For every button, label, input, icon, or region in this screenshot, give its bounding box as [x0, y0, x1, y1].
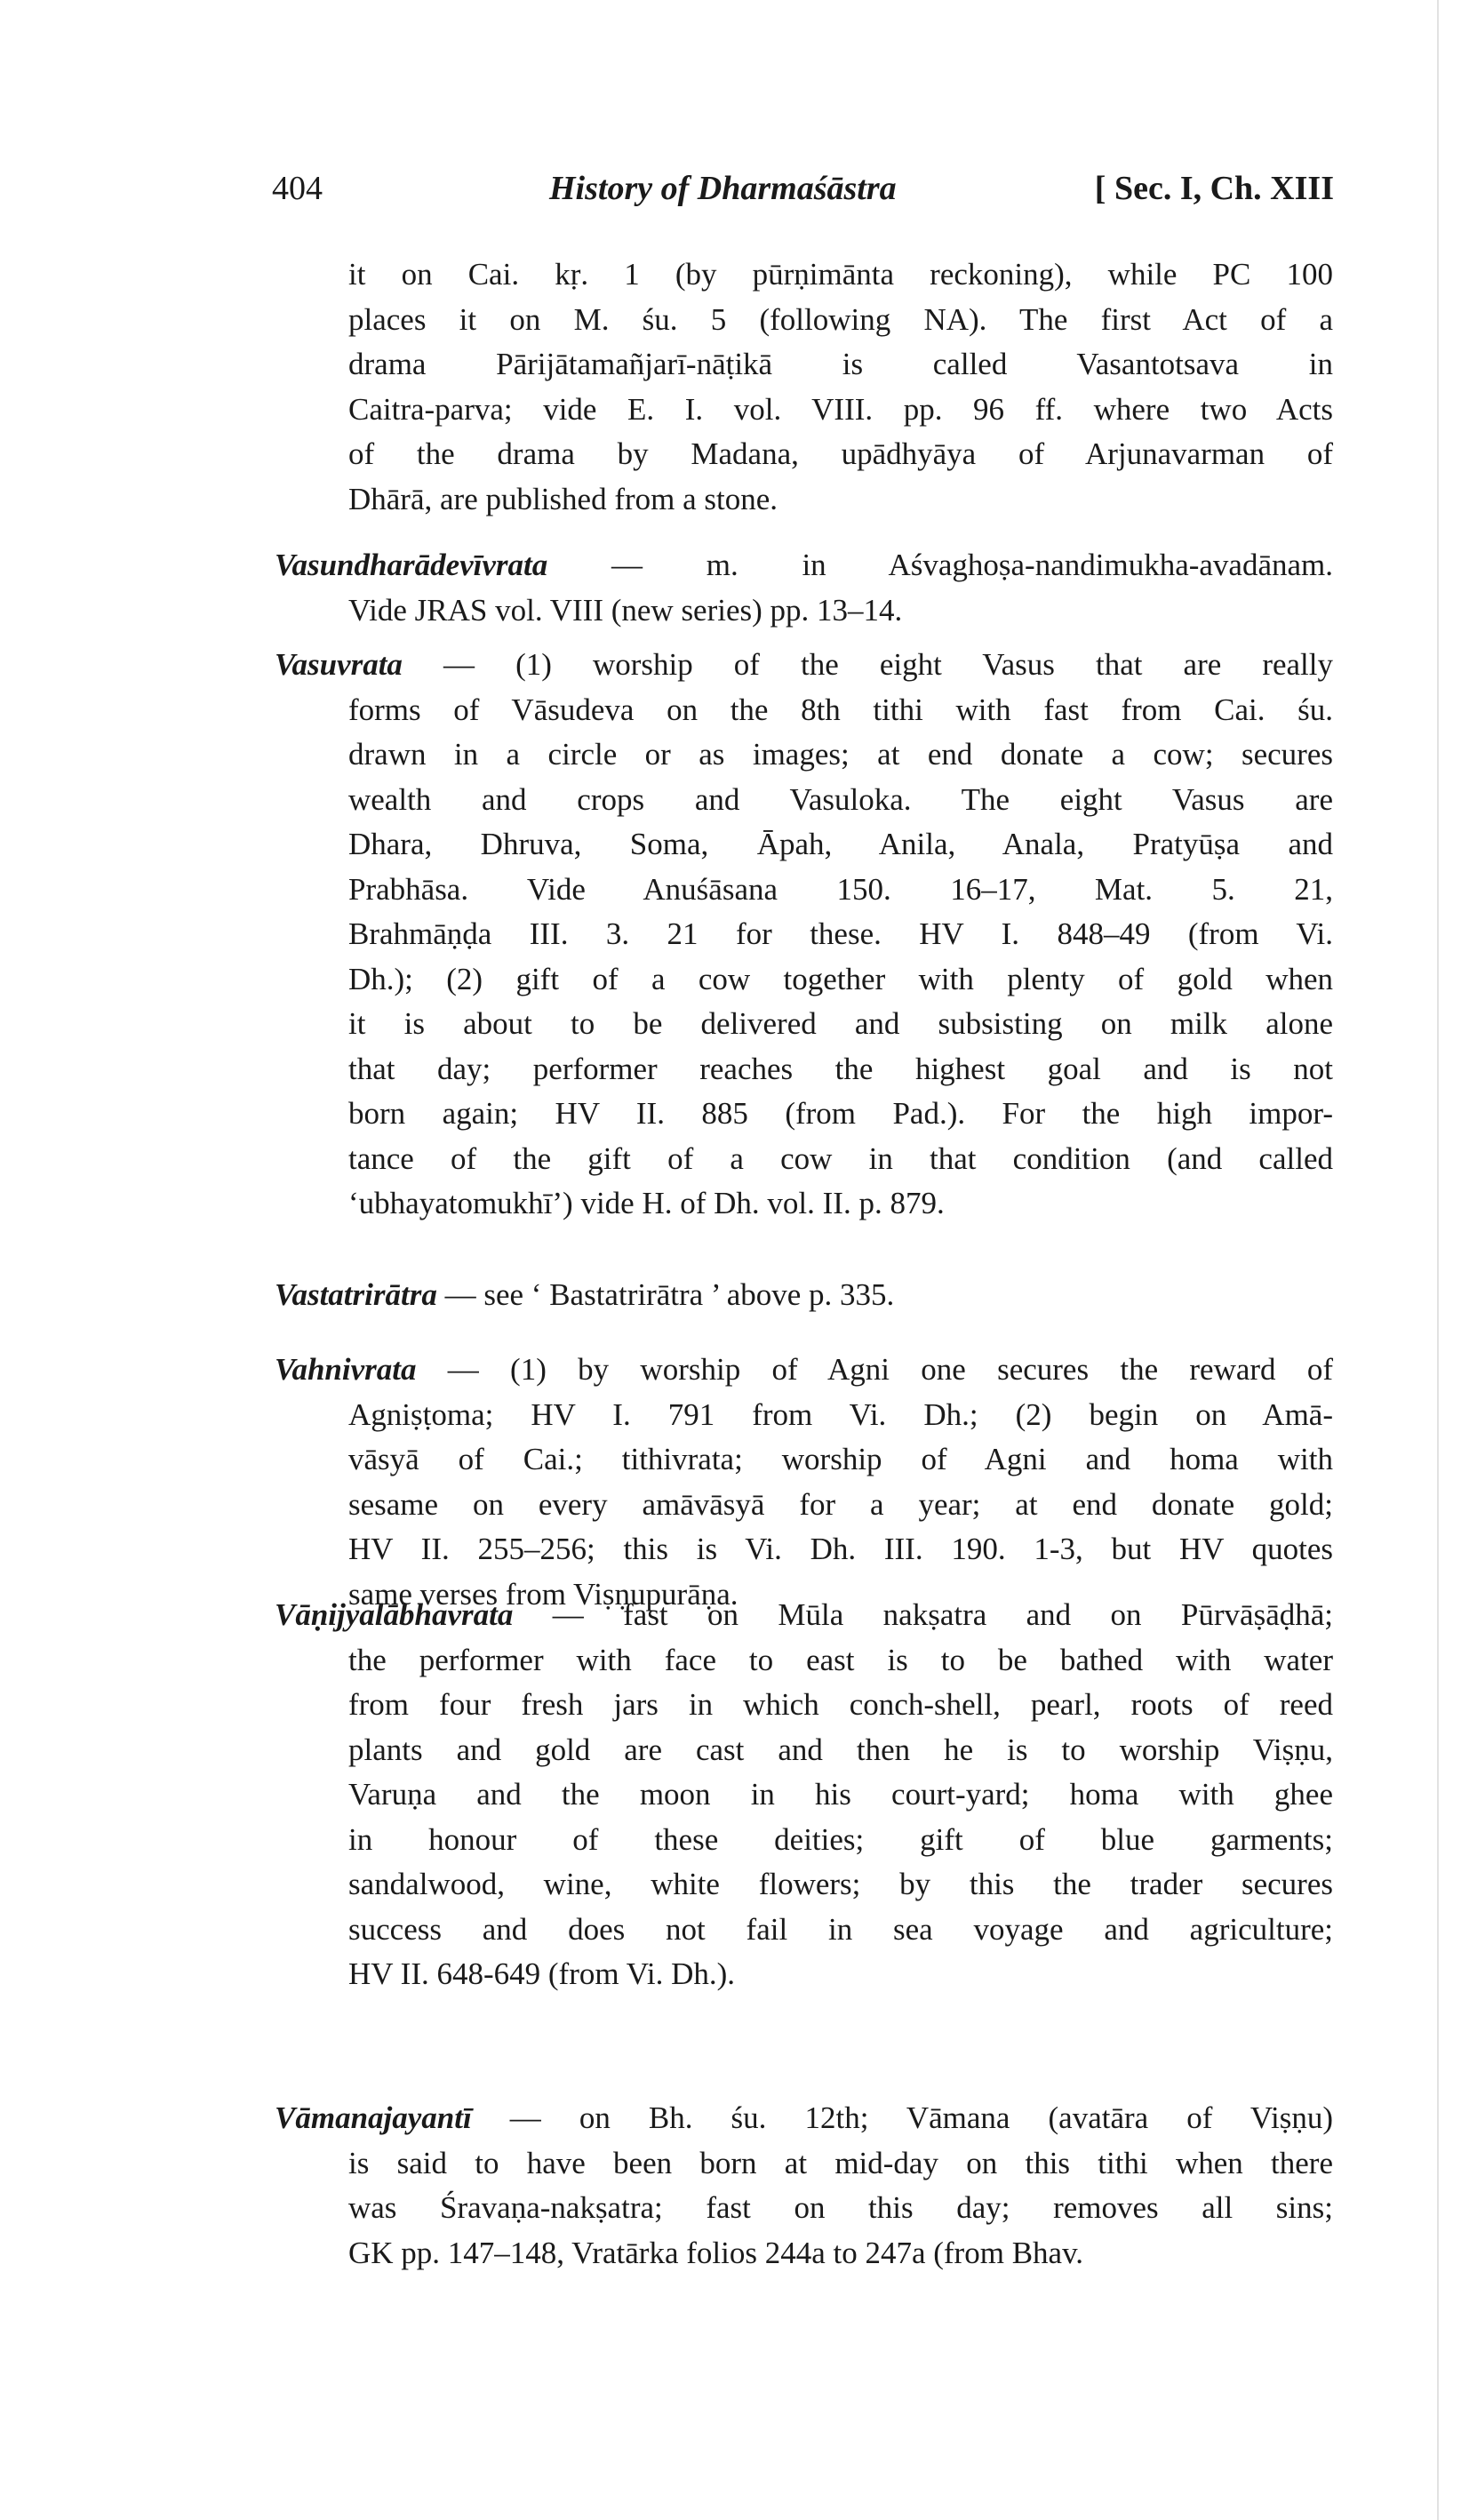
line-text: it on Cai. kṛ. 1 (by pūrṇimānta reckoning), while PC 100 — [348, 257, 1333, 292]
text-line — [275, 732, 1333, 778]
text-line — [275, 432, 1333, 477]
text-line — [275, 1393, 1333, 1438]
line-text: tance of the gift of a cow in that condition (and called — [348, 1140, 1333, 1176]
text-line — [275, 643, 1333, 688]
text-line — [275, 957, 1333, 1003]
dictionary-entry — [275, 543, 1333, 633]
line-text: — see ‘ Bastatrirātra ’ above p. 335. — [436, 1277, 895, 1312]
text-line — [275, 1137, 1333, 1182]
line-text: same verses from Viṣṇupurāṇa. — [348, 1576, 738, 1612]
text-line — [275, 912, 1333, 957]
text-line — [275, 252, 1333, 298]
line-text: — fast on Mūla nakṣatra and on Pūrvāṣāḍhā; — [513, 1597, 1333, 1632]
line-text: GK pp. 147–148, Vratārka folios 244a to 247a (from Bhav. — [348, 2235, 1084, 2270]
entry-headword: Vasundharādevīvrata — [275, 548, 548, 582]
text-line — [275, 778, 1333, 823]
text-line — [275, 1772, 1333, 1818]
line-text: born again; HV II. 885 (from Pad.). For the high impor- — [348, 1096, 1333, 1131]
running-title: History of Dharmaśāstra — [549, 170, 897, 207]
line-text: HV II. 255–256; this is Vi. Dh. III. 190. 1-3, but HV quotes — [348, 1532, 1333, 1566]
text-line — [275, 1527, 1333, 1572]
line-text: — (1) by worship of Agni one secures the reward of — [416, 1352, 1333, 1387]
line-text: wealth and crops and Vasuloka. The eight Vasus are — [348, 781, 1333, 817]
line-text: drama Pārijātamañjarī-nāṭikā is called Vasantotsava in — [348, 347, 1333, 381]
text-line — [275, 1092, 1333, 1137]
dictionary-entry — [275, 643, 1333, 1227]
line-text: from four fresh jars in which conch-shell, pearl, roots of reed — [348, 1687, 1333, 1722]
entry-headword: Vāṇijyalābhavrata — [275, 1597, 514, 1632]
text-line — [275, 298, 1333, 343]
line-text: — (1) worship of the eight Vasus that are really — [402, 647, 1333, 682]
text-line — [275, 2141, 1333, 2187]
text-line — [275, 1348, 1333, 1393]
text-line — [275, 1002, 1333, 1047]
text-line — [275, 2186, 1333, 2231]
line-text: was Śravaṇa-nakṣatra; fast on this day; removes all sins; — [348, 2190, 1333, 2225]
line-text: ‘ubhayatomukhī’) vide H. of Dh. vol. II. p. 879. — [348, 1186, 945, 1220]
dictionary-entry — [275, 2096, 1333, 2276]
line-text: plants and gold are cast and then he is to worship Viṣṇu, — [348, 1732, 1333, 1767]
line-text: the performer with face to east is to be bathed with water — [348, 1642, 1333, 1677]
entry-headword: Vāmanajayantī — [275, 2100, 472, 2135]
line-text: in honour of these deities; gift of blue garments; — [348, 1821, 1333, 1857]
text-line — [275, 822, 1333, 868]
line-text: Agniṣṭoma; HV I. 791 from Vi. Dh.; (2) begin on Amā- — [348, 1396, 1333, 1432]
line-text: drawn in a circle or as images; at end donate a cow; secures — [348, 737, 1333, 772]
line-text: that day; performer reaches the highest goal and is not — [348, 1051, 1333, 1086]
page-number: 404 — [272, 170, 323, 207]
line-text: Dh.); (2) gift of a cow together with plenty of gold when — [348, 961, 1333, 996]
text-line — [275, 1593, 1333, 1638]
text-line — [275, 1952, 1333, 1997]
text-line — [275, 1483, 1333, 1528]
line-text: places it on M. śu. 5 (following NA). The first Act of a — [348, 301, 1333, 337]
text-line — [275, 342, 1333, 388]
line-text: success and does not fail in sea voyage and agriculture; — [348, 1911, 1333, 1947]
line-text: Varuṇa and the moon in his court-yard; homa with ghee — [348, 1777, 1333, 1812]
dictionary-entry — [275, 1348, 1333, 1617]
continued-paragraph — [275, 252, 1333, 522]
dictionary-entry — [275, 1273, 1333, 1318]
line-text: Prabhāsa. Vide Anuśāsana 150. 16–17, Mat. 5. 21, — [348, 871, 1333, 907]
dictionary-entry — [275, 1593, 1333, 1997]
line-text: — m. in Aśvaghoṣa-nandimukha-avadānam. — [547, 548, 1333, 582]
page-edge-line — [1437, 0, 1439, 2520]
entry-headword: Vastatrirātra — [275, 1277, 437, 1312]
entry-headword: Vasuvrata — [275, 647, 403, 682]
line-text: of the drama by Madana, upādhyāya of Arjunavarman of — [348, 436, 1333, 471]
line-text: HV II. 648-649 (from Vi. Dh.). — [348, 1956, 736, 1991]
line-text: Vide JRAS vol. VIII (new series) pp. 13–14. — [348, 592, 903, 628]
line-text: forms of Vāsudeva on the 8th tithi with fast from Cai. śu. — [348, 692, 1333, 727]
text-line — [275, 543, 1333, 588]
text-line — [275, 477, 1333, 523]
entry-headword: Vahnivrata — [275, 1352, 417, 1387]
line-text: Caitra-parva; vide E. I. vol. VIII. pp. 96 ff. where two Acts — [348, 391, 1333, 427]
text-line — [275, 588, 1333, 634]
text-line — [275, 1273, 1333, 1318]
text-line — [275, 2231, 1333, 2276]
text-line — [275, 1818, 1333, 1863]
line-text: Dhārā, are published from a stone. — [348, 481, 778, 516]
line-text: sandalwood, wine, white flowers; by this the trader secures — [348, 1867, 1333, 1901]
text-line — [275, 1728, 1333, 1773]
line-text: — on Bh. śu. 12th; Vāmana (avatāra of Viṣṇu) — [471, 2100, 1333, 2135]
line-text: sesame on every amāvāsyā for a year; at end donate gold; — [348, 1486, 1333, 1522]
text-line — [275, 1683, 1333, 1728]
text-line — [275, 1908, 1333, 1953]
text-line — [275, 388, 1333, 433]
text-line — [275, 868, 1333, 913]
line-text: vāsyā of Cai.; tithivrata; worship of Agni and homa with — [348, 1442, 1333, 1476]
text-line — [275, 1437, 1333, 1483]
section-reference: [ Sec. I, Ch. XIII — [1094, 170, 1334, 207]
line-text: Brahmāṇḍa III. 3. 21 for these. HV I. 848–49 (from Vi. — [348, 916, 1333, 951]
text-line — [275, 1862, 1333, 1908]
text-line — [275, 2096, 1333, 2141]
text-line — [275, 1047, 1333, 1092]
text-line — [275, 688, 1333, 733]
line-text: Dhara, Dhruva, Soma, Āpah, Anila, Anala, Pratyūṣa and — [348, 827, 1333, 861]
text-line — [275, 1638, 1333, 1684]
line-text: it is about to be delivered and subsisting on milk alone — [348, 1006, 1333, 1041]
text-line — [275, 1181, 1333, 1227]
line-text: is said to have been born at mid-day on this tithi when there — [348, 2145, 1333, 2180]
